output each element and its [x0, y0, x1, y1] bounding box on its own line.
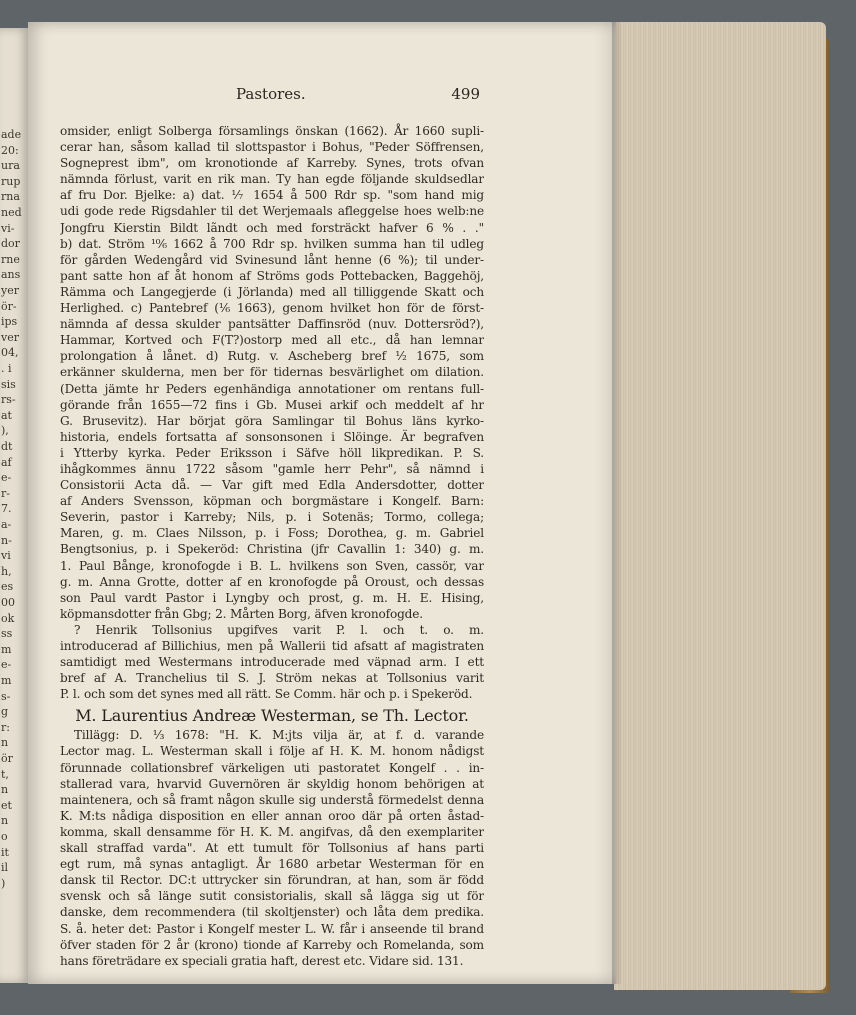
- text-line: Herlighed. c) Pantebref (¹⁄₆ 1663), genom hvilket hon för de först-: [60, 301, 484, 316]
- left-page-fragment: dt: [1, 440, 13, 453]
- left-page-fragment: 20:: [1, 143, 19, 157]
- left-page-fragment: sis: [1, 377, 16, 391]
- text-line: cerar han, såsom kallad til slottspastor i Bohus, "Peder Söffrensen,: [60, 140, 484, 155]
- page-number: 499: [451, 85, 480, 103]
- left-page-fragment: vi: [1, 549, 11, 563]
- left-page-fragment: n: [1, 814, 9, 828]
- text-line: K. M:ts nådiga disposition en eller annan oroo där på orten åstad-: [60, 808, 484, 823]
- left-page-fragment: t,: [1, 767, 9, 781]
- paragraph-1: [60, 123, 484, 622]
- text-line: Consistorii Acta då. — Var gift med Edla Andersdotter, dotter: [60, 478, 484, 493]
- text-line: ihågkommes ännu 1722 såsom "gamle herr Pehr", så nämnd i: [60, 461, 484, 476]
- left-page-fragment: a-: [1, 518, 12, 531]
- text-line: S. å. heter det: Pastor i Kongelf mester L. W. får i anseende til brand: [60, 921, 484, 936]
- left-page-fragment: e-: [1, 471, 12, 485]
- text-line: 1. Paul Bånge, kronofogde i B. L. hvilkens son Sven, cassör, var: [60, 558, 484, 573]
- text-line: i Ytterby kyrka. Peder Eriksson i Säfve höll likpredikan. P. S.: [60, 445, 484, 460]
- text-line: danske, dem recommendera (til skoltjenster) och låta dem predika.: [60, 905, 484, 920]
- text-line: Jongfru Kierstin Bildt lãndt och med forsträckt hafver 6 % . .": [60, 220, 484, 235]
- text-line: komma, skall densamme för H. K. M. angifvas, då den exemplariter: [60, 824, 484, 839]
- left-page-fragment: es: [1, 580, 14, 594]
- text-line: af fru Dor. Bjelke: a) dat. ⅐ 1654 å 500 Rdr sp. "som hand mig: [60, 188, 484, 203]
- left-page-fragment: rs-: [1, 393, 16, 407]
- text-line: nämnda förlust, varit en rik man. Ty han egde följande skuldsedlar: [60, 172, 484, 187]
- text-line: maintenera, och så framt någon skulle sig understå förmedelst denna: [60, 792, 484, 807]
- text-line: Lector mag. L. Westerman skall i följe af H. K. M. honom nådigst: [60, 744, 484, 759]
- left-page-fragment: rup: [1, 174, 21, 188]
- left-page-fragment: n: [1, 783, 9, 797]
- left-page-fragment: ss: [1, 627, 13, 641]
- left-page-fragment: at: [1, 408, 12, 422]
- text-line: stallerad vara, hvarvid Guvernören är skyldig honom behörigen at: [60, 776, 484, 791]
- text-line: Bengtsonius, p. i Spekeröd: Christina (jfr Cavallin 1: 340) g. m.: [60, 542, 484, 557]
- left-page-fragment: ned: [1, 206, 22, 219]
- left-page-fragment: e-: [1, 658, 12, 672]
- text-line: g. m. Anna Grotte, dotter af en kronofogde på Oroust, och dessas: [60, 574, 484, 589]
- text-line: Rämma och Langegjerde (i Jörlanda) med all tilliggende Skatt och: [60, 284, 484, 299]
- left-page-edge: [0, 28, 30, 983]
- left-page-fragment: r:: [1, 720, 10, 734]
- left-page-fragment: rna: [1, 190, 20, 204]
- left-page-fragment: af: [1, 455, 12, 469]
- text-line: udi gode rede Rigsdahler til det Werjemaals afleggelse hoes welb:ne: [60, 204, 484, 219]
- left-page-fragment: ),: [1, 424, 9, 438]
- text-line: Severin, pastor i Karreby; Nils, p. i Sotenäs; Tormo, collega;: [60, 510, 484, 525]
- text-line: ? Henrik Tollsonius upgifves varit P. l. och t. o. m.: [74, 622, 484, 637]
- text-line: dansk til Rector. DC:t uttrycker sin förundran, at han, som är född: [60, 873, 484, 888]
- left-page-fragment: . i: [1, 362, 12, 375]
- left-page-fragment: 00: [1, 596, 15, 609]
- text-line: Sogneprest ibm", om kronotionde af Karreby. Synes, trots ofvan: [60, 156, 484, 171]
- text-line: b) dat. Ström ¹⁰⁄₆ 1662 å 700 Rdr sp. hvilken summa han til udleg: [60, 236, 484, 251]
- left-page-fragment: m: [1, 674, 12, 687]
- section-heading: M. Laurentius Andreæ Westerman, se Th. Lector.: [75, 706, 469, 726]
- left-page-fragment: m: [1, 642, 12, 656]
- text-line: svensk och så länge sutit consistorialis, skall så lägga sig ut för: [60, 889, 484, 904]
- text-line: Maren, g. m. Claes Nilsson, p. i Foss; Dorothea, g. m. Gabriel: [60, 526, 484, 541]
- text-line: hans företrädare ex speciali gratia haft, derest etc. Vidare sid. 131.: [60, 953, 464, 968]
- left-page-fragment: ura: [1, 159, 20, 173]
- left-page-fragment: n-: [1, 533, 12, 547]
- text-line: bref af A. Tranchelius til S. J. Ström nekas at Tollsonius varit: [60, 671, 484, 686]
- text-line: erkänner skulderna, men ber för tidernas besvärlighet om dilation.: [60, 365, 484, 380]
- text-line: af Anders Svensson, köpman och borgmästare i Kongelf. Barn:: [60, 494, 484, 509]
- left-page-fragment: o: [1, 830, 8, 843]
- text-line: son Paul vardt Pastor i Lyngby och prost, g. m. H. E. Hising,: [60, 590, 484, 605]
- left-page-fragment: ok: [1, 611, 15, 625]
- left-page-fragment: r-: [1, 486, 10, 500]
- text-line: samtidigt med Westermans introducerade med väpnad arm. I ett: [60, 655, 484, 670]
- paragraph-3: [60, 727, 484, 968]
- left-page-fragment: yer: [1, 284, 19, 297]
- left-page-fragment: g: [1, 705, 9, 719]
- left-page-fragment: n: [1, 736, 9, 750]
- text-line: för gården Wedengård vid Svinesund lånt henne (6 %); til under-: [60, 252, 484, 267]
- left-page-fragment: et: [1, 798, 12, 812]
- left-page-fragment: il: [1, 861, 9, 875]
- text-line: egt rum, må synas antagligt. År 1680 arbetar Westerman för en: [60, 857, 484, 872]
- left-page-fragment: rne: [1, 252, 20, 266]
- left-page-fragment: ): [1, 876, 6, 890]
- left-page-fragment: 04,: [1, 346, 19, 360]
- left-page-fragment: ans: [1, 268, 21, 282]
- text-line: historia, endels fortsatta af sonsonsonen i Slöinge. Är begrafven: [60, 429, 484, 444]
- left-page-fragment: ips: [1, 315, 18, 329]
- left-page-fragment: vi-: [1, 221, 15, 235]
- left-page-fragment: 7.: [1, 502, 12, 516]
- text-line: G. Brusevitz). Har börjat göra Samlingar til Bohus läns kyrko-: [60, 413, 484, 428]
- left-page-fragment: it: [1, 845, 9, 859]
- text-line: nämnda af dessa skulder pantsätter Daffinsröd (nuv. Dottersröd?),: [60, 317, 484, 332]
- left-page-fragment: ör-: [1, 299, 17, 313]
- left-page-fragment: s-: [1, 689, 11, 703]
- text-line: introducerad af Billichius, men på Wallerii tid afsatt af magistraten: [60, 639, 484, 653]
- paragraph-2: [60, 622, 484, 702]
- text-line: skall straffad varda". At ett tumult för Tollsonius af hans parti: [60, 841, 484, 856]
- text-line: köpmansdotter från Gbg; 2. Mårten Borg, äfven kronofogde.: [60, 606, 423, 621]
- text-line: görande från 1655—72 fins i Gb. Musei arkif och meddelt af hr: [60, 397, 484, 412]
- text-line: prolongation å lånet. d) Rutg. v. Ascheberg bref ¹⁄₂ 1675, som: [60, 349, 484, 364]
- left-page-fragment: dor: [1, 237, 20, 251]
- text-line: förunnade collationsbref värkeligen uti pastoratet Kongelf . . in-: [60, 760, 484, 775]
- left-page-fragment: ör: [1, 752, 13, 765]
- page-edges: [614, 22, 826, 990]
- text-line: öfver staden för 2 år (krono) tionde af Karreby och Romelanda, som: [60, 937, 484, 952]
- left-page-fragment: ver: [1, 330, 19, 344]
- text-line: pant satte hon af åt honom af Ströms gods Pottebacken, Baggehöj,: [60, 268, 484, 283]
- text-line: P. l. och som det synes med all rätt. Se Comm. här och p. i Spekeröd.: [60, 687, 473, 702]
- text-line: Tillägg: D. ⅓ 1678: "H. K. M:jts vilja är, at f. d. varande: [74, 728, 484, 743]
- spine-shadow: [612, 22, 622, 984]
- text-line: (Detta jämte hr Peders egenhändiga annotationer om rentans full-: [60, 381, 484, 396]
- text-line: omsider, enligt Solberga församlings önskan (1662). År 1660 supli-: [60, 124, 484, 138]
- left-page-fragment: ade: [1, 128, 22, 141]
- body-text: [60, 123, 484, 969]
- text-line: Hammar, Kortved och F(T?)ostorp med all etc., då han lemnar: [60, 333, 484, 348]
- running-title: Pastores.: [236, 85, 306, 103]
- left-page-fragment: h,: [1, 564, 12, 578]
